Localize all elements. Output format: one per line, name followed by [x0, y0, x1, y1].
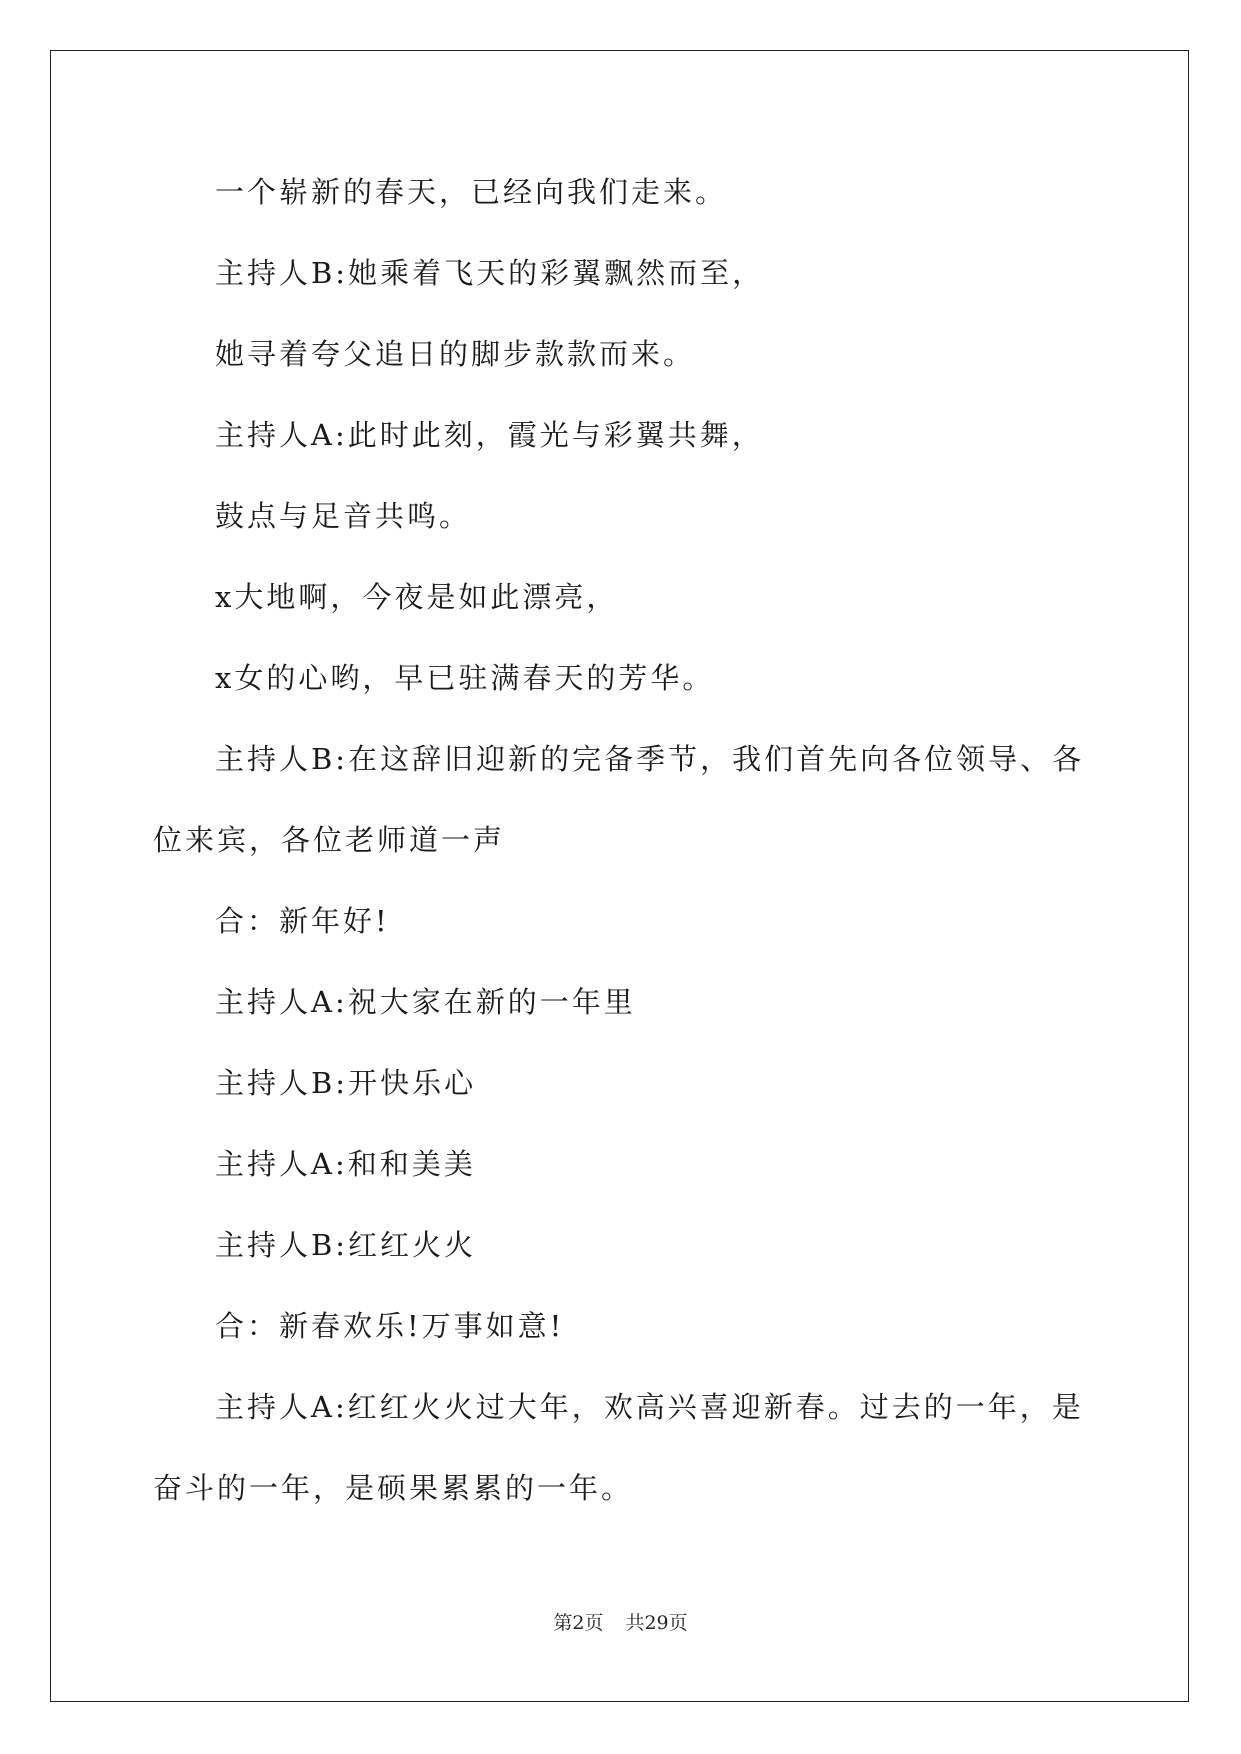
- paragraph: x女的心哟，早已驻满春天的芳华。: [215, 661, 715, 695]
- paragraph: 主持人A:祝大家在新的一年里: [215, 985, 636, 1019]
- paragraph: 一个崭新的春天，已经向我们走来。: [215, 175, 728, 209]
- paragraph: 主持人B:她乘着飞天的彩翼飘然而至，: [215, 256, 765, 290]
- paragraph: 主持人B:在这辞旧迎新的完备季节，我们首先向各位领导、各位来宾，各位老师道一声: [153, 742, 1085, 857]
- paragraph: 主持人A:红红火火过大年，欢高兴喜迎新春。过去的一年，是奋斗的一年，是硕果累累的一年。: [153, 1390, 1084, 1505]
- page-footer: [0, 1608, 1241, 1635]
- page-number: 第2页: [553, 1612, 604, 1634]
- document-body: [153, 152, 1093, 1529]
- paragraph: 鼓点与足音共鸣。: [215, 499, 472, 533]
- paragraph: 主持人A:此时此刻，霞光与彩翼共舞，: [215, 418, 764, 452]
- paragraph: x大地啊，今夜是如此漂亮，: [215, 580, 619, 614]
- page-total: 共29页: [625, 1612, 688, 1634]
- paragraph: 主持人B:红红火火: [215, 1228, 477, 1262]
- paragraph: 主持人B:开快乐心: [215, 1066, 477, 1100]
- paragraph: 合：新年好!: [215, 904, 390, 938]
- paragraph: 她寻着夸父追日的脚步款款而来。: [215, 337, 696, 371]
- paragraph: 主持人A:和和美美: [215, 1147, 476, 1181]
- paragraph: 合：新春欢乐!万事如意!: [215, 1309, 565, 1343]
